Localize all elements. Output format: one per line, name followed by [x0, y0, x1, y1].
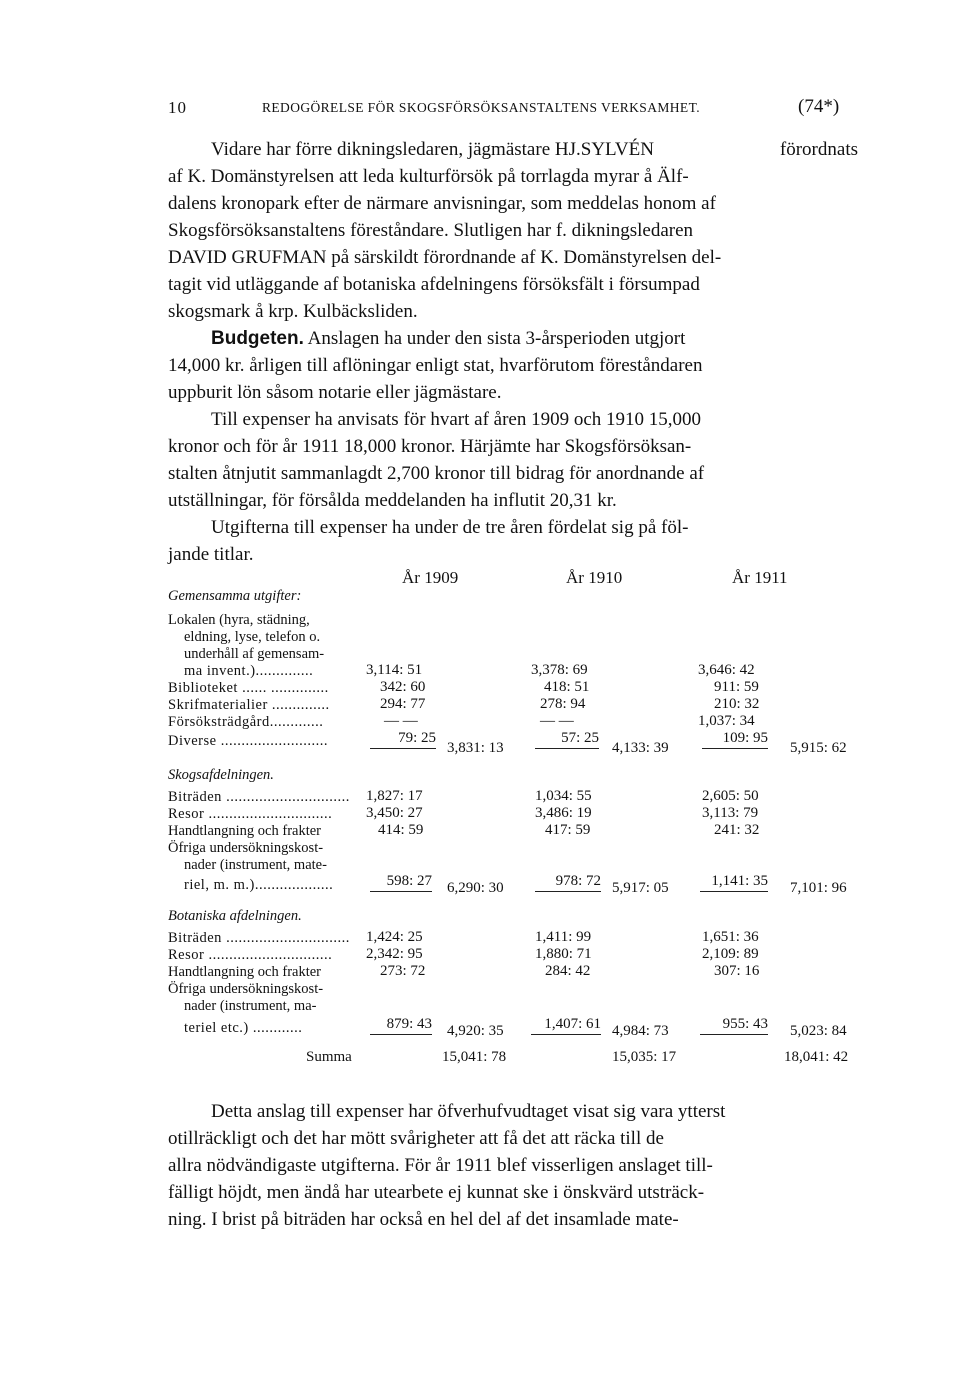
- text-line: stalten åtnjutit sammanlagdt 2,700 kronor till bidrag för anordnande af: [168, 463, 705, 484]
- text-line: allra nödvändigaste utgifterna. För år 1911 blef visserligen anslaget till-: [168, 1155, 713, 1176]
- cell: 3,114: 51: [366, 662, 423, 678]
- row-label: Biträden ..............................: [168, 789, 350, 805]
- page-number: 10: [168, 98, 187, 117]
- cell: 307: 16: [714, 963, 760, 979]
- row-label: Biträden ..............................: [168, 930, 350, 946]
- cell: 2,605: 50: [702, 788, 759, 804]
- text-line: DAVID GRUFMAN på särskildt förordnande af K. Domänstyrelsen del-: [168, 247, 722, 268]
- text-line: tagit vid utläggande af botaniska afdelningens försöksfält i försumpad: [168, 274, 700, 295]
- row-label: Handtlangning och frakter: [168, 964, 322, 980]
- summa-total: 18,041: 42: [784, 1049, 849, 1065]
- row-label: eldning, lyse, telefon o.: [184, 629, 321, 645]
- cell: 3,113: 79: [702, 805, 759, 821]
- row-label: underhåll af gemensam-: [184, 646, 325, 662]
- row-label: Skrifmaterialier ..............: [168, 697, 330, 713]
- summa-total: 15,041: 78: [442, 1049, 507, 1065]
- cell: 294: 77: [380, 696, 426, 712]
- text-line: Budgeten. Anslagen ha under den sista 3-årsperioden utgjort: [211, 328, 686, 349]
- text-line: Skogsförsöksanstaltens föreståndare. Slutligen har f. dikningsledaren: [168, 220, 694, 241]
- row-label: riel, m. m.)...................: [184, 877, 334, 893]
- row-label: ma invent.)..............: [184, 663, 314, 679]
- section-total: 7,101: 96: [790, 880, 847, 896]
- cell: 3,646: 42: [698, 662, 755, 678]
- cell: 598: 27: [370, 873, 432, 892]
- text-line: utställningar, för försålda meddelanden ha influtit 20,31 kr.: [168, 490, 617, 511]
- summa-total: 15,035: 17: [612, 1049, 677, 1065]
- section-total: 5,915: 62: [790, 740, 847, 756]
- text-line: Detta anslag till expenser har öfverhufvudtaget visat sig vara ytterst: [211, 1101, 726, 1122]
- row-label: Resor ..............................: [168, 947, 333, 963]
- cell: 3,486: 19: [535, 805, 592, 821]
- section-total: 5,917: 05: [612, 880, 669, 896]
- row-label: Handtlangning och frakter: [168, 823, 322, 839]
- text-line: Till expenser ha anvisats för hvart af åren 1909 och 1910 15,000: [211, 409, 702, 430]
- section-title: Gemensamma utgifter:: [168, 588, 302, 604]
- cell: 1,651: 36: [702, 929, 759, 945]
- text-line: otillräckligt och det har mött svårigheter att få det att räcka till de: [168, 1128, 664, 1149]
- cell: 1,880: 71: [535, 946, 592, 962]
- cell: 417: 59: [545, 822, 591, 838]
- cell: 1,424: 25: [366, 929, 423, 945]
- section-title: Botaniska afdelningen.: [168, 908, 302, 924]
- cell: 3,378: 69: [531, 662, 588, 678]
- cell: 879: 43: [370, 1016, 432, 1035]
- cell: 978: 72: [535, 873, 601, 892]
- cell: 1,141: 35: [700, 873, 768, 892]
- cell: 210: 32: [714, 696, 760, 712]
- text-line: af K. Domänstyrelsen att leda kulturförsök på torrlagda myrar å Älf-: [168, 166, 689, 187]
- text-line: kronor och för år 1911 18,000 kronor. Härjämte har Skogsförsöksan-: [168, 436, 692, 457]
- section-total: 6,290: 30: [447, 880, 504, 896]
- cell: 1,407: 61: [531, 1016, 601, 1035]
- text-line: 14,000 kr. årligen till aflöningar enligt stat, hvarförutom föreståndaren: [168, 355, 703, 376]
- cell: 109: 95: [702, 730, 768, 749]
- cell: 911: 59: [714, 679, 759, 695]
- section-heading: Budgeten.: [211, 328, 304, 349]
- row-label: Resor ..............................: [168, 806, 333, 822]
- cell: 1,411: 99: [535, 929, 592, 945]
- section-total: 3,831: 13: [447, 740, 504, 756]
- column-header-1911: År 1911: [732, 568, 788, 587]
- section-total: 4,920: 35: [447, 1023, 504, 1039]
- section-title: Skogsafdelningen.: [168, 767, 274, 783]
- section-total: 5,023: 84: [790, 1023, 847, 1039]
- row-label: nader (instrument, ma-: [184, 998, 317, 1014]
- text-line: Utgifterna till expenser ha under de tre åren fördelat sig på föl-: [211, 517, 689, 538]
- row-label: nader (instrument, mate-: [184, 857, 327, 873]
- cell: 241: 32: [714, 822, 760, 838]
- section-total: 4,133: 39: [612, 740, 669, 756]
- cell: 342: 60: [380, 679, 426, 695]
- row-label: Diverse ..........................: [168, 733, 328, 749]
- cell: 3,450: 27: [366, 805, 423, 821]
- text-line: skogsmark å krp. Kulbäcksliden.: [168, 301, 418, 322]
- running-title: REDOGÖRELSE FÖR SKOGSFÖRSÖKSANSTALTENS VERKSAMHET.: [262, 100, 700, 115]
- section-total: 4,984: 73: [612, 1023, 669, 1039]
- cell: 2,109: 89: [702, 946, 759, 962]
- row-label: Lokalen (hyra, städning,: [168, 612, 310, 628]
- text-line: dalens kronopark efter de närmare anvisningar, som meddelas honom af: [168, 193, 716, 214]
- text-line: uppburit lön såsom notarie eller jägmästare.: [168, 382, 502, 403]
- row-label: Biblioteket ...... ..............: [168, 680, 329, 696]
- cell: 284: 42: [545, 963, 591, 979]
- cell: 57: 25: [535, 730, 599, 749]
- cell: 2,342: 95: [366, 946, 423, 962]
- cell: 79: 25: [370, 730, 436, 749]
- page-reference: (74*): [798, 96, 840, 117]
- cell: 273: 72: [380, 963, 426, 979]
- summa-label: Summa: [306, 1049, 352, 1065]
- cell: 1,827: 17: [366, 788, 423, 804]
- text-line: Vidare har förre dikningsledaren, jägmästare HJ. SYLVÉN förordnats: [211, 139, 858, 160]
- row-label: teriel etc.) ............: [184, 1020, 303, 1036]
- row-label: Öfriga undersökningskost-: [168, 981, 324, 997]
- cell: 418: 51: [544, 679, 590, 695]
- column-header-1909: År 1909: [402, 568, 459, 587]
- text-line: jande titlar.: [168, 544, 254, 565]
- row-label: Försöksträdgård.............: [168, 714, 324, 730]
- row-label: Öfriga undersökningskost-: [168, 840, 324, 856]
- column-header-1910: År 1910: [566, 568, 623, 587]
- text-line: ning. I brist på biträden har också en hel del af det insamlade mate-: [168, 1209, 679, 1230]
- cell: 414: 59: [378, 822, 424, 838]
- cell: — —: [384, 713, 418, 729]
- page-header: [0, 94, 960, 124]
- cell: 1,037: 34: [698, 713, 755, 729]
- cell: 1,034: 55: [535, 788, 592, 804]
- cell: 955: 43: [700, 1016, 768, 1035]
- cell: 278: 94: [540, 696, 586, 712]
- text-line: fälligt höjdt, men ändå har utearbete ej kunnat ske i önskvärd utsträck-: [168, 1182, 705, 1203]
- cell: — —: [540, 713, 574, 729]
